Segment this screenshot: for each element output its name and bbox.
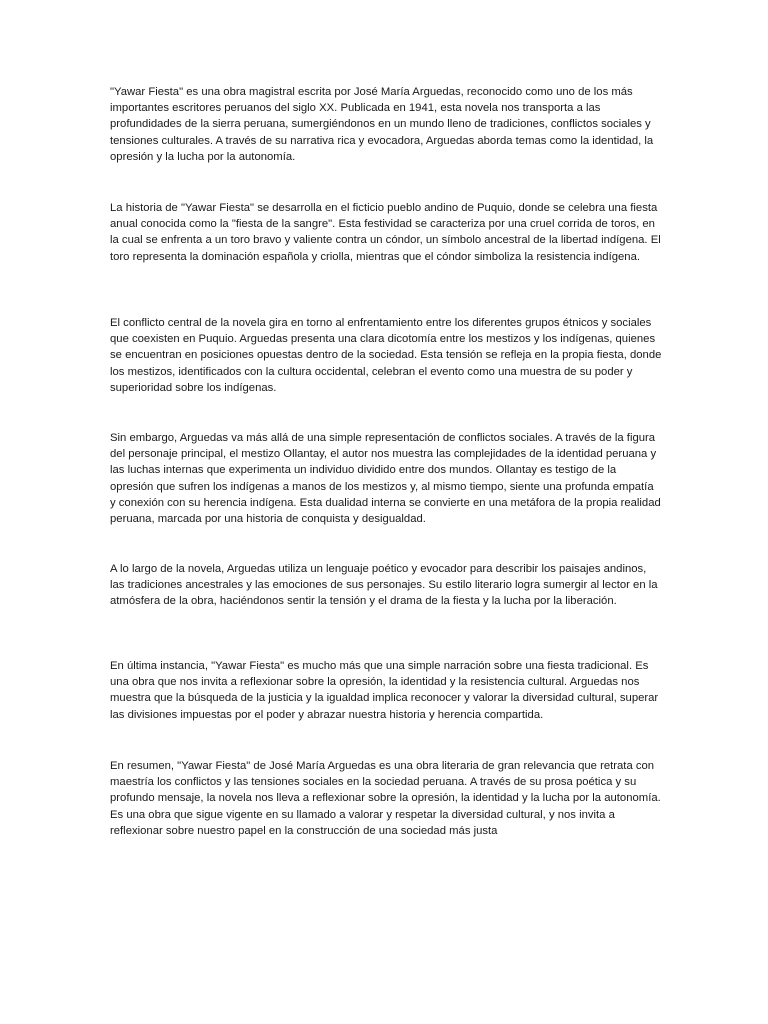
paragraph-reflection: En última instancia, "Yawar Fiesta" es mucho más que una simple narración sobre una fiesta tradicional. Es una obra que nos invita a reflexionar sobre la opresión, la identidad y la resistencia cultural. Arguedas nos muestra que la búsqueda de la justicia y la igualdad implica reconocer y valorar la diversidad cultural, superar las divisiones impuestas por el poder y abrazar nuestra historia y herencia compartida. — [110, 660, 659, 721]
paragraph-intro: "Yawar Fiesta" es una obra magistral escrita por José María Arguedas, reconocido como uno de los más importantes escritores peruanos del siglo XX. Publicada en 1941, esta novela nos transporta a las profundidades de la sierra peruana, sumergiéndonos en un mundo lleno de tradiciones, conflictos sociales y tensiones culturales. A través de su narrativa rica y evocadora, Arguedas aborda temas como la identidad, la opresión y la lucha por la autonomía. — [110, 86, 654, 163]
paragraph-story: La historia de "Yawar Fiesta" se desarrolla en el ficticio pueblo andino de Puquio, donde se celebra una fiesta anual conocida como la "fiesta de la sangre". Esta festividad se caracteriza por una cruel corrida de toros, en la cual se enfrenta a un toro bravo y valiente contra un cóndor, un símbolo ancestral de la libertad indígena. El toro representa la dominación española y criolla, mientras que el cóndor simboliza la resistencia indígena. — [110, 202, 661, 263]
paragraph-language: A lo largo de la novela, Arguedas utiliza un lenguaje poético y evocador para describir los paisajes andinos, las tradiciones ancestrales y las emociones de sus personajes. Su estilo literario logra sumergir al lector en la atmósfera de la obra, haciéndonos sentir la tensión y el drama de la fiesta y la lucha por la liberación. — [110, 563, 658, 608]
paragraph-identity: Sin embargo, Arguedas va más allá de una simple representación de conflictos sociales. A través de la figura del personaje principal, el mestizo Ollantay, el autor nos muestra las complejidades de la identidad peruana y las luchas internas que experimenta un individuo dividido entre dos mundos. Ollantay es testigo de la opresión que sufren los indígenas a manos de los mestizos y, al mismo tiempo, siente una profunda empatía y conexión con su herencia indígena. Esta dualidad interna se convierte en una metáfora de la propia realidad peruana, marcada por una historia de conquista y desigualdad. — [110, 432, 661, 526]
paragraph-conflict: El conflicto central de la novela gira en torno al enfrentamiento entre los diferentes grupos étnicos y sociales que coexisten en Puquio. Arguedas presenta una clara dicotomía entre los mestizos y los indígenas, quienes se encuentran en posiciones opuestas dentro de la sociedad. Esta tensión se refleja en la propia fiesta, donde los mestizos, identificados con la cultura occidental, celebran el evento como una muestra de su poder y superioridad sobre los indígenas. — [110, 317, 662, 394]
paragraph-summary: En resumen, "Yawar Fiesta" de José María Arguedas es una obra literaria de gran relevancia que retrata con maestría los conflictos y las tensiones sociales en la sociedad peruana. A través de su prosa poética y su profundo mensaje, la novela nos lleva a reflexionar sobre la opresión, la identidad y la lucha por la autonomía. Es una obra que sigue vigente en su llamado a valorar y respetar la diversidad cultural, y nos invita a reflexionar sobre nuestro papel en la construcción de una sociedad más justa — [110, 760, 661, 837]
